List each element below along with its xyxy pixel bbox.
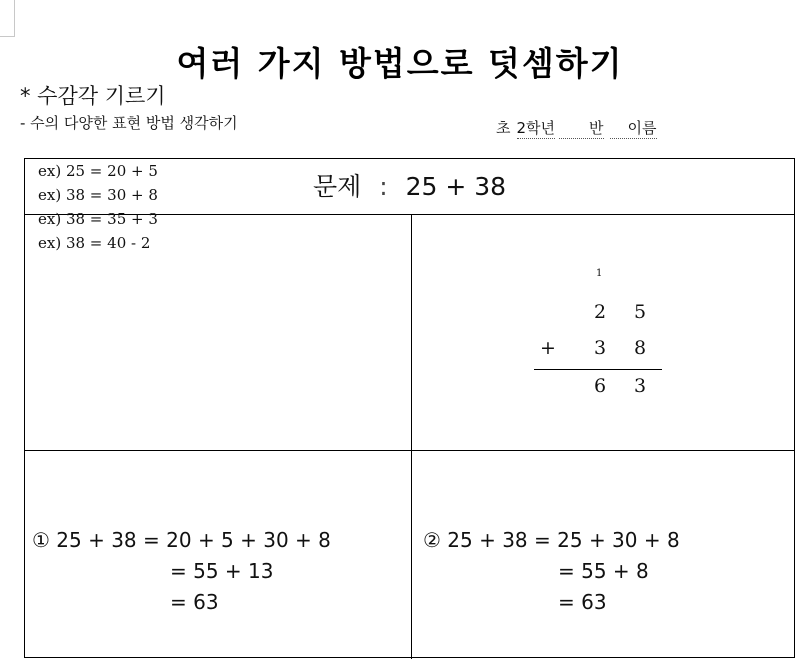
example-line: ex) 25 = 20 + 5 [38, 162, 158, 180]
number-sense-subtitle: - 수의 다양한 표현 방법 생각하기 [20, 114, 238, 132]
example-line: ex) 38 = 35 + 3 [38, 210, 158, 228]
vertical-addition [512, 265, 652, 405]
ones-digit: 5 [634, 301, 647, 323]
method-line: ② 25 + 38 = 25 + 30 + 8 [423, 528, 680, 552]
ones-digit: 8 [634, 337, 647, 359]
ones-digit: 3 [634, 375, 647, 397]
method-line: = 55 + 8 [558, 559, 649, 583]
problem-colon: : [379, 172, 388, 201]
addend-row-1 [512, 301, 652, 333]
addend-row-2 [512, 337, 652, 369]
problem-label: 문제 [312, 172, 362, 201]
plus-operator: + [540, 337, 556, 359]
carry-digit: 1 [596, 268, 603, 279]
number-sense-section [20, 80, 238, 255]
problem-expression: 25 + 38 [405, 172, 507, 201]
sum-line [534, 369, 662, 370]
example-list [38, 159, 238, 255]
method-1 [32, 525, 331, 618]
method-line: = 63 [558, 590, 607, 614]
tens-digit: 6 [594, 375, 607, 397]
page-corner-marker [0, 0, 15, 37]
tens-digit: 3 [594, 337, 607, 359]
row-divider [25, 450, 794, 451]
method-line: = 55 + 13 [170, 559, 274, 583]
class-field: 반 [559, 119, 604, 139]
method-line: ① 25 + 38 = 20 + 5 + 30 + 8 [32, 528, 331, 552]
school-level-label: 초 [496, 119, 511, 137]
number-sense-title: * 수감각 기르기 [20, 84, 166, 108]
method-2 [423, 525, 680, 618]
example-line: ex) 38 = 40 - 2 [38, 234, 151, 252]
name-field: 이름 [610, 119, 657, 139]
method-line: = 63 [170, 590, 219, 614]
column-divider [411, 214, 412, 659]
result-row [512, 375, 652, 407]
worksheet-title: 여러 가지 방법으로 덧셈하기 [176, 44, 624, 83]
student-info [496, 117, 657, 138]
tens-digit: 2 [594, 301, 607, 323]
example-line: ex) 38 = 30 + 8 [38, 186, 158, 204]
grade-field: 2학년 [516, 119, 556, 137]
